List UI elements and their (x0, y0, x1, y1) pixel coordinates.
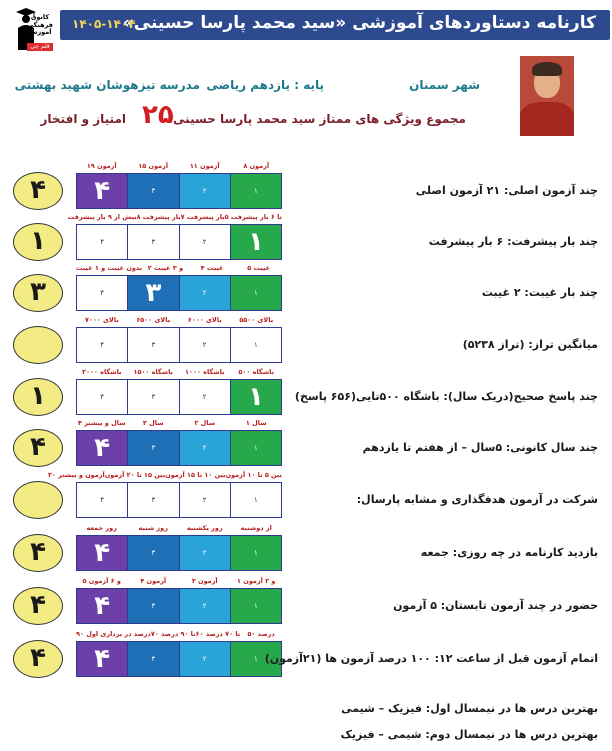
scale-label: بین ۱۵ تا ۲۰ آزمون (104, 471, 166, 479)
rating-scale (76, 327, 282, 363)
scale-label: ۷ بار پیشرفت (180, 213, 225, 221)
scale-cell-2: ۲ (179, 380, 230, 414)
scale-labels (76, 577, 282, 587)
scale-label: روز یکشنبه (186, 524, 223, 532)
scale-label: ۷۰ تا ۹۰ درصد (150, 630, 196, 638)
question-text: بازدید کارنامه در چه روزی: جمعه (420, 546, 598, 559)
scale-label: ۱۵ آزمون (138, 162, 169, 170)
rating-scale (76, 430, 282, 466)
logo-text: کانون فرهنگی آموزش (27, 13, 53, 36)
scale-cell-4: ۴ (77, 536, 127, 570)
logo-tag: قلم چی (27, 43, 53, 51)
scale-cell-1: ۱ (230, 276, 281, 310)
scale-cell-4: ۴ (77, 642, 127, 676)
scale-label: بالای ۵۵۰۰ (239, 316, 274, 324)
scale-labels (76, 630, 282, 640)
scale-label: ۸ آزمون (243, 162, 270, 170)
scale-label: باشگاه ۱۰۰۰ (185, 368, 225, 376)
scale-label: ۸ بار پیشرفت (136, 213, 181, 221)
scale-label: ۵ و ۶ آزمون (82, 577, 121, 585)
student-photo (520, 56, 574, 136)
scale-label: بالای ۶۰۰۰ (187, 316, 222, 324)
scale-cell-3: ۳ (127, 380, 178, 414)
features-label: مجموع ویژگی های ممتاز سید محمد پارسا حسینی: (168, 112, 466, 126)
scale-label: ۳ سال (142, 419, 164, 427)
scale-cell-2: ۲ (179, 174, 230, 208)
scale-label: از دوشنبه (240, 524, 272, 532)
scale-cell-3: ۳ (127, 589, 178, 623)
scale-labels (47, 471, 282, 481)
scale-cell-4: ۴ (77, 276, 127, 310)
scale-cell-3: ۳ (127, 483, 178, 517)
scale-cell-3: ۳ (127, 642, 178, 676)
scale-labels (76, 162, 282, 172)
scale-cell-1: ۱ (230, 483, 281, 517)
scale-labels (76, 316, 282, 326)
scale-cell-3: ۳ (127, 431, 178, 465)
rating-scale (76, 173, 282, 209)
scale-labels (76, 419, 282, 429)
scale-label: بالای ۷۰۰۰ (84, 316, 119, 324)
title-banner (60, 10, 610, 40)
rating-scale (76, 641, 282, 677)
scale-cell-1: ۱ (230, 225, 281, 259)
scale-label: ۵ تا ۶ بار پیشرفت (224, 213, 282, 221)
scale-labels (76, 264, 282, 274)
points-circle: ۴ (13, 429, 63, 467)
scale-cell-2: ۲ (179, 642, 230, 676)
scale-label: ۱۹ آزمون (86, 162, 117, 170)
city-label: شهر سمنان (409, 78, 480, 92)
points-circle (13, 481, 63, 519)
scale-cell-2: ۲ (179, 589, 230, 623)
points-circle (13, 326, 63, 364)
question-text: حضور در چند آزمون تابستان: ۵ آزمون (393, 599, 598, 612)
points-circle: ۱ (13, 223, 63, 261)
scale-cell-4: ۴ (77, 225, 127, 259)
question-text: اتمام آزمون قبل از ساعت ۱۲: ۱۰۰ درصد آزمون ها (۲۱آزمون) (264, 652, 598, 665)
scale-label: بین ۵ تا ۱۰ آزمون (225, 471, 282, 479)
scale-cell-2: ۲ (179, 225, 230, 259)
scale-label: ۲ و ۳ غیبت (147, 264, 184, 272)
scale-cell-2: ۲ (179, 536, 230, 570)
scale-label: ۲۰ آزمون و بیشتر (47, 471, 105, 479)
header (0, 0, 612, 54)
scale-cell-1: ۱ (230, 642, 281, 676)
rating-scale (76, 588, 282, 624)
scale-cell-3: ۳ (127, 536, 178, 570)
scale-cell-3: ۳ (127, 174, 178, 208)
scale-label: ۶۰ تا ۷۰ درصد (195, 630, 241, 638)
points-circle: ۴ (13, 587, 63, 625)
scale-label: باشگاه ۲۰۰۰ (82, 368, 122, 376)
scale-cell-4: ۴ (77, 380, 127, 414)
scale-cell-1: ۱ (230, 174, 281, 208)
question-text: میانگین تراز: (تراز ۵۲۳۸) (462, 338, 598, 351)
scale-label: ۳ آزمون (191, 577, 218, 585)
scale-label: ۱ و ۲ آزمون (237, 577, 276, 585)
question-text: چند بار پیشرفت: ۶ بار پیشرفت (428, 235, 598, 248)
scale-label: ۴ سال و بیشتر (77, 419, 126, 427)
rating-scale (76, 275, 282, 311)
scale-label: بین ۱۰ تا ۱۵ آزمون (165, 471, 226, 479)
scale-label: ۵ غیبت (247, 264, 271, 272)
scale-label: روز جمعه (86, 524, 117, 532)
scale-label: ۲ سال (194, 419, 216, 427)
points-circle: ۴ (13, 172, 63, 210)
question-text: چند بار غیبت: ۲ غیبت (481, 286, 598, 299)
scale-label: باشگاه ۵۰۰ (238, 368, 274, 376)
scale-labels (76, 368, 282, 378)
kanoon-logo (4, 2, 58, 54)
scale-labels (67, 213, 282, 223)
scale-cell-1: ۱ (230, 380, 281, 414)
scale-cell-1: ۱ (230, 536, 281, 570)
scale-label: ۱ سال (245, 419, 267, 427)
best-subjects-first-term: بهترین درس ها در نیمسال اول: فیزیک – شیمی (341, 702, 598, 715)
scale-cell-1: ۱ (230, 589, 281, 623)
scale-cell-3: ۳ (127, 328, 178, 362)
scale-cell-4: ۴ (77, 174, 127, 208)
school-label: مدرسه تیزهوشان شهید بهشتی (14, 78, 200, 92)
scale-label: ۹۰ درصد در برداری اول (76, 630, 151, 638)
scale-cell-4: ۴ (77, 589, 127, 623)
points-circle: ۴ (13, 534, 63, 572)
scale-cell-4: ۴ (77, 431, 127, 465)
scale-label: بدون غیبت و ۱ غیبت (76, 264, 143, 272)
best-subjects-second-term: بهترین درس ها در نیمسال دوم: شیمی – فیزیک (340, 728, 598, 741)
report-title: کارنامه دستاوردهای آموزشی «سید محمد پارسا حسینی» (122, 13, 596, 33)
question-text: چند سال کانونی: ۵سال – از هفتم تا یازدهم (362, 441, 598, 454)
scale-cell-2: ۲ (179, 431, 230, 465)
scale-cell-3: ۳ (127, 276, 178, 310)
points-circle: ۱ (13, 378, 63, 416)
score-unit: امتیاز و افتخار (40, 112, 126, 126)
question-text: چند آزمون اصلی: ۲۱ آزمون اصلی (415, 184, 598, 197)
academic-years: ۱۴۰۵-۱۴۰۴ (72, 17, 136, 31)
points-circle: ۴ (13, 640, 63, 678)
scale-label: بالای ۶۵۰۰ (136, 316, 171, 324)
scale-cell-3: ۳ (127, 225, 178, 259)
scale-cell-2: ۲ (179, 328, 230, 362)
scale-label: ۵۰ درصد (247, 630, 275, 638)
scale-cell-2: ۲ (179, 276, 230, 310)
question-text: چند پاسخ صحیح(دریک سال): باشگاه ۵۰۰تایی(۶۵۶ پاسخ) (294, 390, 598, 403)
scale-label: ۴ غیبت (200, 264, 224, 272)
question-text: شرکت در آزمون هدفگذاری و مشابه پارسال: (356, 493, 598, 506)
scale-label: ۴ آزمون (140, 577, 167, 585)
points-circle: ۳ (13, 274, 63, 312)
rating-scale (76, 535, 282, 571)
rating-scale (76, 482, 282, 518)
scale-labels (76, 524, 282, 534)
rating-scale (76, 224, 282, 260)
scale-label: روز شنبه (138, 524, 168, 532)
scale-cell-2: ۲ (179, 483, 230, 517)
grade-label: پایه : یازدهم ریاضی (206, 78, 324, 92)
rating-scale (76, 379, 282, 415)
scale-cell-1: ۱ (230, 328, 281, 362)
scale-label: ۱۱ آزمون (189, 162, 220, 170)
scale-label: بیش از ۹ بار پیشرفت (67, 213, 137, 221)
total-score: ۲۵ (142, 100, 174, 130)
scale-cell-4: ۴ (77, 328, 127, 362)
scale-label: باشگاه ۱۵۰۰ (133, 368, 173, 376)
scale-cell-4: ۴ (77, 483, 127, 517)
scale-cell-1: ۱ (230, 431, 281, 465)
